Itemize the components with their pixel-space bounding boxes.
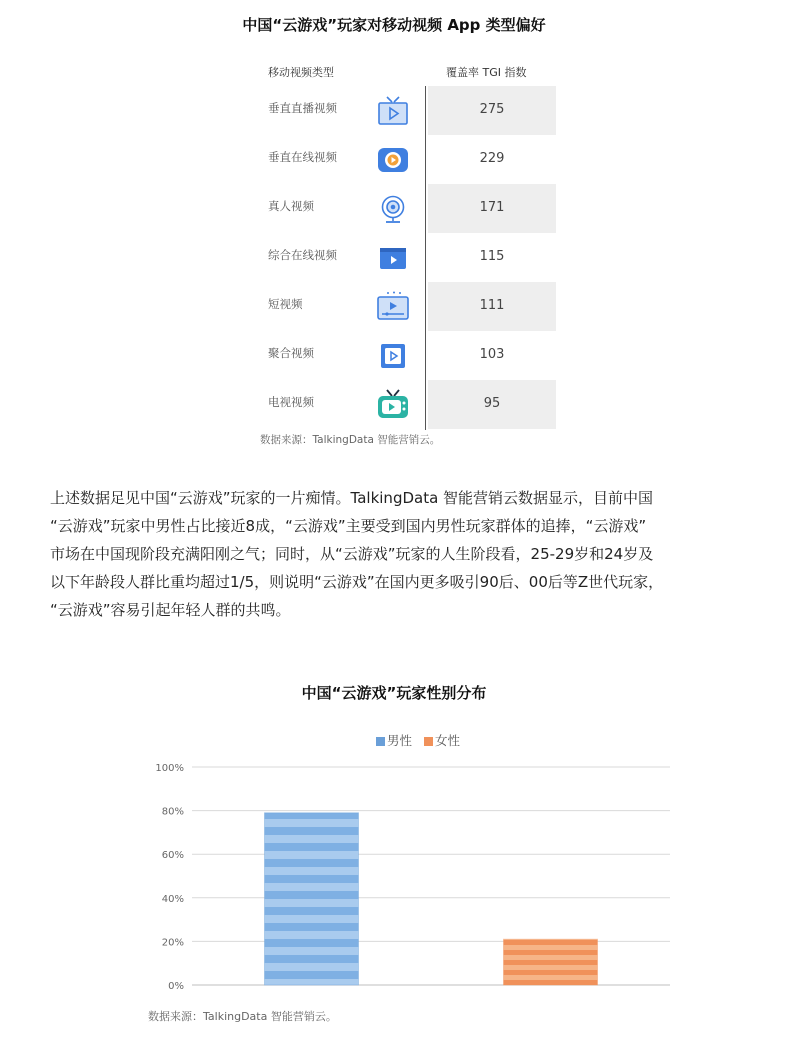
paragraph-line: “云游戏”玩家中男性占比接近8成，“云游戏”主要受到国内男性玩家群体的追捧，“云游戏”	[50, 517, 647, 535]
webcam-icon	[376, 192, 410, 226]
legend-label-female: 女性	[435, 733, 461, 748]
legend-item-male	[376, 733, 412, 748]
chart-legend	[376, 731, 468, 749]
legend-label-male: 男性	[387, 733, 413, 748]
chart-source-note: 数据来源：TalkingData 智能营销云。	[148, 1010, 337, 1023]
header-tgi: 覆盖率 TGI 指数	[446, 66, 527, 79]
tgi-value: 229	[479, 151, 505, 166]
row-label: 聚合视频	[268, 346, 314, 360]
short-video-icon	[376, 290, 410, 324]
header-video-type: 移动视频类型	[268, 66, 334, 79]
y-tick-label: 0%	[168, 981, 184, 992]
tgi-value: 111	[479, 298, 505, 313]
tgi-value: 95	[483, 396, 501, 411]
chart-title: 中国“云游戏”玩家性别分布	[301, 684, 487, 702]
paragraph-line: 上述数据足见中国“云游戏”玩家的一片痴情。TalkingData 智能营销云数据显示，目前中国	[50, 489, 654, 507]
tgi-value: 115	[479, 249, 505, 264]
row-label: 综合在线视频	[268, 248, 337, 262]
gender-bar-chart	[140, 755, 680, 995]
table-row	[260, 331, 660, 380]
table-title: 中国“云游戏”玩家对移动视频 App 类型偏好	[242, 16, 546, 34]
tgi-cell	[428, 86, 556, 135]
y-tick-label: 100%	[155, 763, 184, 774]
y-tick-label: 20%	[161, 937, 184, 949]
y-tick-label: 40%	[161, 893, 184, 905]
chart-bars	[265, 813, 598, 985]
row-label: 短视频	[268, 297, 303, 311]
row-label: 垂直直播视频	[268, 101, 337, 115]
retro-tv-icon	[376, 388, 410, 422]
table-source-note: 数据来源：TalkingData 智能营销云。	[260, 434, 441, 446]
table-row	[260, 282, 660, 331]
table-row	[260, 86, 660, 135]
tgi-cell	[428, 233, 556, 282]
tgi-value: 275	[479, 102, 505, 117]
paragraph-line: “云游戏”容易引起年轻人群的共鸣。	[50, 601, 291, 619]
bar-male	[265, 813, 359, 985]
chart-gridlines	[192, 767, 670, 985]
y-axis-ticks	[155, 763, 184, 992]
tgi-cell	[428, 184, 556, 233]
row-label: 电视视频	[268, 395, 314, 409]
tgi-cell	[428, 380, 556, 429]
paragraph-line: 市场在中国现阶段充满阳刚之气；同时，从“云游戏”玩家的人生阶段看，25-29岁和24岁及	[50, 545, 654, 563]
tgi-value: 103	[479, 347, 505, 362]
body-paragraph	[50, 484, 750, 624]
table-row	[260, 135, 660, 184]
tgi-cell	[428, 282, 556, 331]
tgi-value: 171	[479, 200, 505, 215]
paragraph-line: 以下年龄段人群比重均超过1/5，则说明“云游戏”在国内更多吸引90后、00后等Z世代玩家，	[50, 573, 664, 591]
table-row	[260, 233, 660, 282]
table-row	[260, 380, 660, 429]
bar-female	[504, 939, 598, 985]
row-label: 真人视频	[268, 199, 314, 213]
play-square-icon	[376, 339, 410, 373]
legend-swatch-male	[376, 737, 385, 746]
tv-play-icon	[376, 94, 410, 128]
tgi-cell	[428, 331, 556, 380]
legend-item-female	[424, 733, 460, 748]
row-label: 垂直在线视频	[268, 150, 337, 164]
table-header	[260, 56, 560, 86]
play-circle-icon	[376, 143, 410, 177]
table-row	[260, 184, 660, 233]
video-window-icon	[376, 241, 410, 275]
y-tick-label: 60%	[161, 850, 184, 862]
legend-swatch-female	[424, 737, 433, 746]
y-tick-label: 80%	[161, 806, 184, 818]
tgi-cell	[428, 135, 556, 184]
